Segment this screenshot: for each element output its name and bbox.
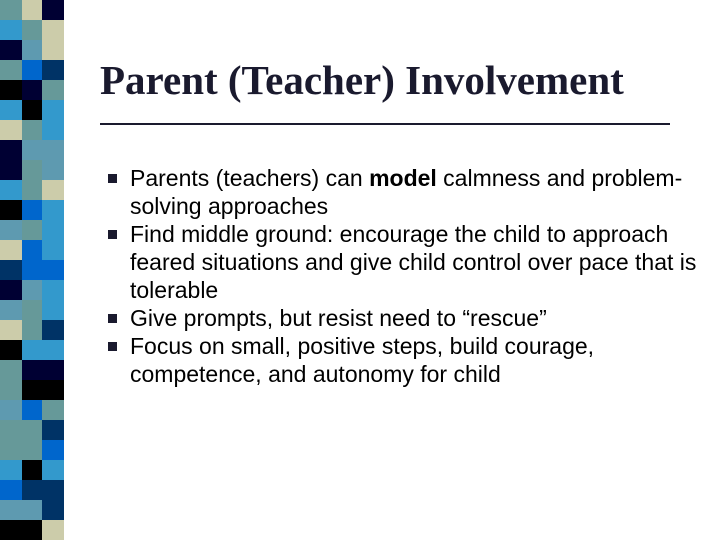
stripe-tile [0, 500, 22, 520]
stripe-tile [22, 360, 42, 380]
stripe-tile [0, 520, 22, 540]
stripe-tile [22, 300, 42, 320]
stripe-tile [0, 300, 22, 320]
stripe-tile [42, 280, 64, 300]
stripe-tile [22, 160, 42, 180]
stripe-tile [0, 380, 22, 400]
stripe-tile [22, 460, 42, 480]
stripe-tile [0, 400, 22, 420]
stripe-tile [22, 100, 42, 120]
stripe-tile [0, 80, 22, 100]
stripe-tile [0, 0, 22, 20]
stripe-tile [22, 480, 42, 500]
stripe-tile [42, 180, 64, 200]
stripe-tile [22, 140, 42, 160]
square-bullet-icon [108, 342, 117, 351]
stripe-tile [42, 420, 64, 440]
title-underline [100, 123, 670, 125]
stripe-tile [42, 220, 64, 240]
stripe-tile [42, 340, 64, 360]
stripe-tile [42, 120, 64, 140]
stripe-tile [22, 340, 42, 360]
stripe-tile [22, 420, 42, 440]
stripe-tile [42, 320, 64, 340]
square-bullet-icon [108, 174, 117, 183]
stripe-tile [0, 460, 22, 480]
bullet-text: Focus on small, positive steps, build courage, competence, and autonomy for child [130, 333, 595, 387]
bullet-text: Find middle ground: encourage the child to approach feared situations and give child control over pace that is tolerable [130, 221, 697, 303]
stripe-tile [22, 20, 42, 40]
square-bullet-icon [108, 314, 117, 323]
stripe-tile [42, 480, 64, 500]
stripe-tile [22, 180, 42, 200]
stripe-tile [42, 300, 64, 320]
stripe-tile [0, 340, 22, 360]
stripe-tile [42, 500, 64, 520]
stripe-tile [42, 100, 64, 120]
stripe-tile [0, 160, 22, 180]
stripe-tile [22, 500, 42, 520]
stripe-tile [42, 200, 64, 220]
stripe-tile [22, 520, 42, 540]
stripe-tile [0, 20, 22, 40]
stripe-tile [22, 220, 42, 240]
stripe-tile [22, 440, 42, 460]
stripe-tile [0, 260, 22, 280]
stripe-tile [42, 60, 64, 80]
stripe-tile [42, 80, 64, 100]
stripe-tile [0, 480, 22, 500]
bullet-text: Parents (teachers) can model calmness and problem-solving approaches [130, 165, 683, 219]
stripe-tile [42, 160, 64, 180]
bullet-item [108, 332, 708, 388]
bullet-item [108, 164, 708, 220]
stripe-tile [22, 260, 42, 280]
stripe-tile [42, 20, 64, 40]
slide-title: Parent (Teacher) Involvement [100, 57, 624, 103]
stripe-tile [22, 40, 42, 60]
stripe-tile [0, 120, 22, 140]
bullet-list [108, 164, 708, 388]
stripe-tile [0, 40, 22, 60]
stripe-tile [42, 240, 64, 260]
stripe-tile [0, 360, 22, 380]
stripe-tile [0, 440, 22, 460]
stripe-tile [42, 520, 64, 540]
stripe-tile [0, 240, 22, 260]
stripe-tile [0, 200, 22, 220]
stripe-tile [42, 140, 64, 160]
stripe-tile [0, 320, 22, 340]
stripe-tile [42, 460, 64, 480]
square-bullet-icon [108, 230, 117, 239]
stripe-tile [22, 320, 42, 340]
stripe-tile [0, 140, 22, 160]
stripe-tile [0, 280, 22, 300]
stripe-tile [42, 400, 64, 420]
stripe-tile [42, 260, 64, 280]
stripe-tile [42, 440, 64, 460]
stripe-tile [22, 240, 42, 260]
stripe-tile [0, 60, 22, 80]
bullet-item [108, 220, 708, 304]
stripe-tile [42, 0, 64, 20]
stripe-tile [42, 40, 64, 60]
bullet-item [108, 304, 708, 332]
stripe-tile [0, 220, 22, 240]
stripe-tile [22, 80, 42, 100]
decorative-stripe-bar [0, 0, 64, 540]
stripe-tile [42, 380, 64, 400]
stripe-tile [22, 200, 42, 220]
stripe-tile [22, 400, 42, 420]
stripe-tile [22, 120, 42, 140]
stripe-tile [0, 100, 22, 120]
stripe-tile [42, 360, 64, 380]
stripe-tile [22, 280, 42, 300]
stripe-tile [0, 420, 22, 440]
stripe-tile [22, 60, 42, 80]
bullet-text: Give prompts, but resist need to “rescue” [130, 305, 547, 331]
stripe-tile [22, 380, 42, 400]
stripe-tile [0, 180, 22, 200]
stripe-tile [22, 0, 42, 20]
